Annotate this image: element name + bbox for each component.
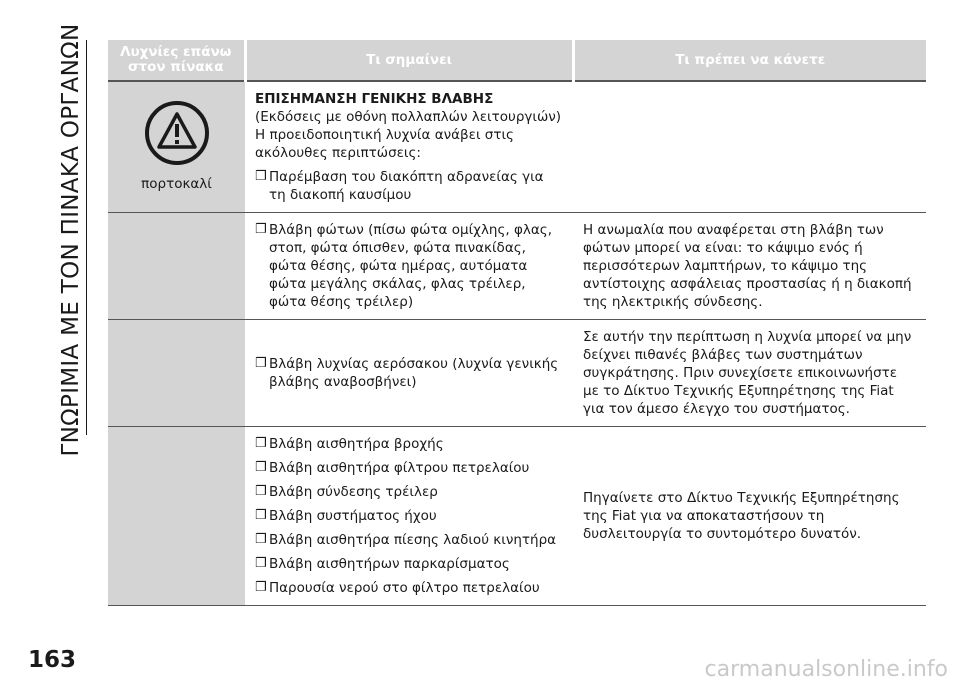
header-meaning: Τι σημαίνει [245, 40, 573, 81]
checkbox-bullet-icon: ❒ [255, 169, 267, 184]
action-cell: Σε αυτήν την περίπτωση η λυχνία μπορεί να μην δείχνει πιθανές βλάβες των συστημάτων συγκράτησης. Πριν συνεχίσετε επικοινωνήστε με το Δίκτυο Τεχνικής Εξυπηρέτησης της Fiat για τον άμεσο έλεγχο του συστήματος. [573, 320, 926, 427]
checkbox-bullet-icon: ❒ [255, 436, 267, 451]
list-item: ❒ Παρουσία νερού στο φίλτρο πετρελαίου [255, 580, 540, 596]
checkbox-bullet-icon: ❒ [255, 508, 267, 523]
lamp-cell [108, 81, 245, 213]
list-item: ❒ Βλάβη αισθητήρα φίλτρου πετρελαίου [255, 460, 530, 476]
action-cell: Η ανωμαλία που αναφέρεται στη βλάβη των φώτων μπορεί να είναι: το κάψιμο ενός ή περισσότερων λαμπτήρων, το κάψιμο της αντίστοιχης ασφάλειας προστασίας ή η διακοπή της ηλεκτρικής σύνδεσης. [573, 213, 926, 320]
row-intro: Η προειδοποιητική λυχνία ανάβει στις ακόλουθες περιπτώσεις: [255, 127, 514, 161]
list-item: ❒ Βλάβη αισθητήρα βροχής [255, 436, 444, 452]
side-section-title: ΓΝΩΡΙΜΙΑ ΜΕ ΤΟΝ ΠΙΝΑΚΑ ΟΡΓΑΝΩΝ [58, 23, 84, 457]
action-cell [573, 81, 926, 213]
table-row [108, 81, 926, 213]
lamp-cell [108, 213, 245, 320]
warning-triangle-icon [144, 100, 210, 166]
checkbox-bullet-icon: ❒ [255, 580, 267, 595]
side-rule [86, 40, 87, 435]
table-header-row [108, 40, 926, 81]
list-item: ❒ Βλάβη σύνδεσης τρέιλερ [255, 484, 438, 500]
list-item: ❒ Παρέμβαση του διακόπτη αδρανείας για τη διακοπή καυσίμου [255, 169, 544, 203]
list-item: ❒ Βλάβη αισθητήρων παρκαρίσματος [255, 556, 510, 572]
row-intro: (Εκδόσεις με οθόνη πολλαπλών λειτουργιών) [255, 109, 562, 125]
list-item: ❒ Βλάβη συστήματος ήχου [255, 508, 437, 524]
checkbox-bullet-icon: ❒ [255, 532, 267, 547]
table-row [108, 320, 926, 427]
checkbox-bullet-icon: ❒ [255, 556, 267, 571]
row-heading: ΕΠΙΣΗΜΑΝΣΗ ΓΕΝΙΚΗΣ ΒΛΑΒΗΣ [255, 91, 494, 107]
list-item: ❒ Βλάβη αισθητήρα πίεσης λαδιού κινητήρα [255, 532, 557, 548]
warning-lights-table [108, 40, 926, 606]
checkbox-bullet-icon: ❒ [255, 484, 267, 499]
action-cell: Πηγαίνετε στο Δίκτυο Τεχνικής Εξυπηρέτησης της Fiat για να αποκαταστήσουν τη δυσλειτουργία το συντομότερο δυνατόν. [573, 427, 926, 606]
checkbox-bullet-icon: ❒ [255, 356, 267, 371]
table-row [108, 427, 926, 606]
lamp-cell [108, 320, 245, 427]
meaning-cell [245, 427, 573, 606]
checkbox-bullet-icon: ❒ [255, 222, 267, 237]
page-number: 163 [28, 647, 77, 673]
list-item: ❒ Βλάβη λυχνίας αερόσακου (λυχνία γενικής βλάβης αναβοσβήνει) [255, 356, 559, 390]
header-action: Τι πρέπει να κάνετε [573, 40, 926, 81]
header-lamps: Λυχνίες επάνω στον πίνακα [108, 40, 245, 81]
meaning-cell [245, 320, 573, 427]
checkbox-bullet-icon: ❒ [255, 460, 267, 475]
meaning-cell [245, 81, 573, 213]
lamp-cell [108, 427, 245, 606]
table-row [108, 213, 926, 320]
list-item: ❒ Βλάβη φώτων (πίσω φώτα ομίχλης, φλας, στοπ, φώτα όπισθεν, φώτα πινακίδας, φώτα θέσης, φώτα ημέρας, αυτόματα φώτα μεγάλης σκάλας, φλας τρέιλερ, φώτα θέσης τρέιλερ) [255, 222, 553, 310]
lamp-color-label: πορτοκαλί [141, 176, 212, 192]
meaning-cell [245, 213, 573, 320]
watermark: carmanualsonline.info [704, 657, 948, 682]
